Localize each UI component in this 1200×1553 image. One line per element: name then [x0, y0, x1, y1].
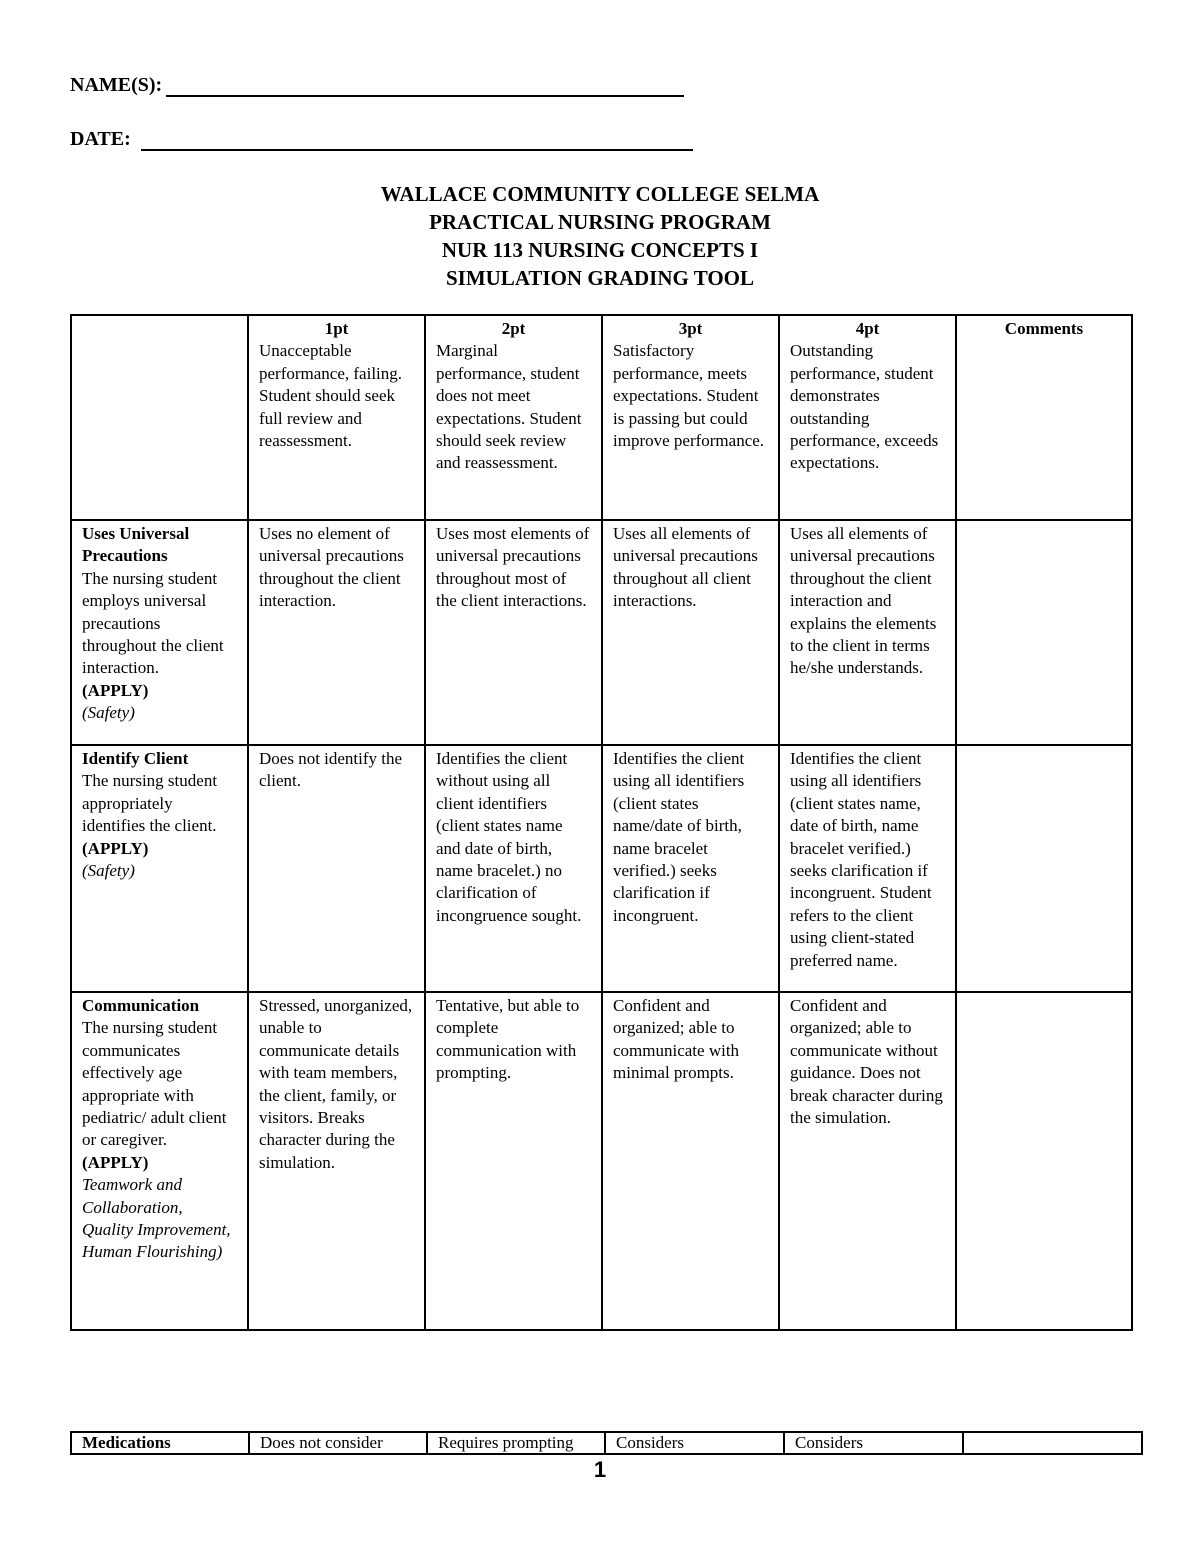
- rubric-table: [70, 314, 1133, 1331]
- tool-title: SIMULATION GRADING TOOL: [445, 266, 755, 290]
- rubric-cell-1pt: Does not consider: [249, 1432, 427, 1454]
- level-description: Outstanding performance, student demonstrates outstanding performance, exceeds expectations.: [790, 341, 939, 473]
- rubric-row-medications: [71, 1432, 1142, 1454]
- document-title-block: [0, 180, 1200, 292]
- comments-cell[interactable]: [956, 992, 1132, 1330]
- points-label: 3pt: [678, 319, 703, 338]
- criterion-category: (Safety): [82, 703, 135, 723]
- criterion-title: Identify Client: [82, 749, 189, 768]
- points-label: 1pt: [324, 319, 349, 338]
- rubric-cell-1pt: Does not identify the client.: [248, 745, 425, 992]
- criterion-level: (APPLY): [82, 1152, 149, 1172]
- course-title: NUR 113 NURSING CONCEPTS I: [441, 238, 759, 262]
- rubric-cell-4pt: Uses all elements of universal precautions throughout the client interaction and explains the elements to the client in terms he/she understands.: [779, 520, 956, 745]
- criterion-cell: [71, 992, 248, 1330]
- date-field: [70, 128, 693, 151]
- rubric-cell-3pt: Considers: [605, 1432, 784, 1454]
- rubric-cell-3pt: Confident and organized; able to communicate with minimal prompts.: [602, 992, 779, 1330]
- level-description: Satisfactory performance, meets expectations. Student is passing but could improve performance.: [613, 341, 765, 451]
- level-description: Marginal performance, student does not meet expectations. Student should seek review and reassessment.: [436, 341, 582, 473]
- column-header-4pt: [779, 315, 956, 520]
- page-number: 1: [593, 1457, 607, 1482]
- criterion-description: The nursing student appropriately identifies the client.: [82, 771, 218, 836]
- criterion-level: (APPLY): [82, 838, 149, 858]
- program-title: PRACTICAL NURSING PROGRAM: [429, 210, 771, 234]
- criterion-description: The nursing student employs universal precautions throughout the client interaction.: [82, 568, 224, 678]
- names-label: NAME(S):: [70, 74, 163, 96]
- rubric-cell-2pt: Identifies the client without using all client identifiers (client states name and date of birth, name bracelet.) no clarification of incongruence sought.: [425, 745, 602, 992]
- criterion-description: The nursing student communicates effectively age appropriate with pediatric/ adult client or caregiver.: [82, 1018, 227, 1150]
- column-header-2pt: [425, 315, 602, 520]
- column-header-1pt: [248, 315, 425, 520]
- comments-label: Comments: [1004, 319, 1084, 338]
- date-label: DATE:: [70, 128, 131, 150]
- criterion-title: Communication: [82, 996, 200, 1015]
- criterion-cell: [71, 745, 248, 992]
- rubric-row-communication: [71, 992, 1132, 1330]
- criterion-title: Uses Universal Precautions: [82, 524, 190, 566]
- criteria-header-cell: [71, 315, 248, 520]
- rubric-cell-3pt: Identifies the client using all identifiers (client states name/date of birth, name bracelet verified.) seeks clarification if incongruent.: [602, 745, 779, 992]
- criterion-category: (Safety): [82, 861, 135, 881]
- rubric-row-identify-client: [71, 745, 1132, 992]
- points-label: 4pt: [855, 319, 880, 338]
- medications-row-table: [70, 1431, 1143, 1455]
- rubric-cell-4pt: Identifies the client using all identifiers (client states name, date of birth, name bracelet verified.) seeks clarification if incongruent. Student refers to the client using client-stated preferred name.: [779, 745, 956, 992]
- rubric-cell-2pt: Tentative, but able to complete communication with prompting.: [425, 992, 602, 1330]
- rubric-cell-2pt: Requires prompting: [427, 1432, 605, 1454]
- criterion-level: (APPLY): [82, 680, 149, 700]
- column-header-comments: [956, 315, 1132, 520]
- comments-cell[interactable]: [956, 745, 1132, 992]
- rubric-cell-4pt: Considers: [784, 1432, 963, 1454]
- college-title: WALLACE COMMUNITY COLLEGE SELMA: [380, 182, 820, 206]
- criterion-cell: [71, 520, 248, 745]
- points-label: 2pt: [501, 319, 526, 338]
- level-description: Unacceptable performance, failing. Student should seek full review and reassessment.: [259, 341, 403, 451]
- names-field: [70, 74, 684, 97]
- comments-cell[interactable]: [963, 1432, 1142, 1454]
- criterion-category: Teamwork and Collaboration, Quality Improvement, Human Flourishing): [82, 1175, 231, 1262]
- names-blank-line[interactable]: [166, 77, 684, 97]
- date-blank-line[interactable]: [141, 131, 693, 151]
- rubric-cell-2pt: Uses most elements of universal precautions throughout most of the client interactions.: [425, 520, 602, 745]
- comments-cell[interactable]: [956, 520, 1132, 745]
- criterion-title: Medications: [71, 1432, 249, 1454]
- rubric-header-row: [71, 315, 1132, 520]
- column-header-3pt: [602, 315, 779, 520]
- rubric-cell-4pt: Confident and organized; able to communicate without guidance. Does not break character during the simulation.: [779, 992, 956, 1330]
- rubric-row-universal-precautions: [71, 520, 1132, 745]
- rubric-cell-1pt: Stressed, unorganized, unable to communicate details with team members, the client, family, or visitors. Breaks character during the simulation.: [248, 992, 425, 1330]
- rubric-cell-3pt: Uses all elements of universal precautions throughout all client interactions.: [602, 520, 779, 745]
- rubric-cell-1pt: Uses no element of universal precautions throughout the client interaction.: [248, 520, 425, 745]
